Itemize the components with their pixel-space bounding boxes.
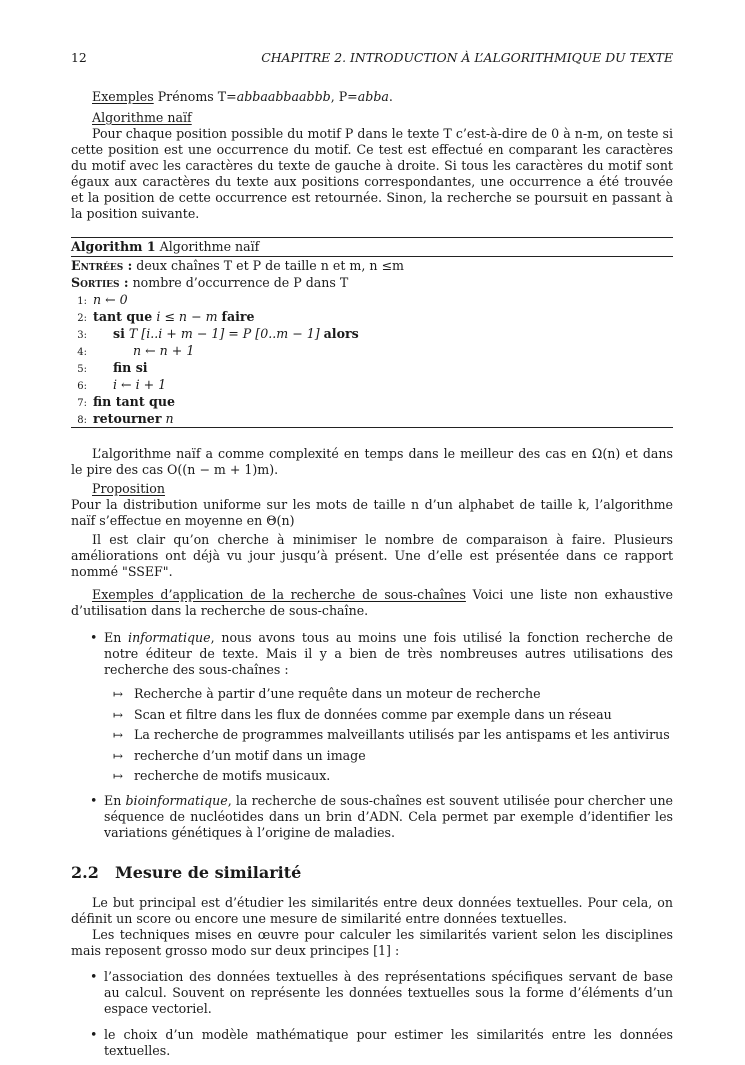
bullet-icon: • <box>90 630 98 645</box>
algorithm-caption-label: Algorithm 1 <box>71 239 156 254</box>
bullet-text: , nous avons tous au moins une fois utilisé la fonction recherche de notre éditeur de texte. Mais il y a bien de très nombreuses autres utilisations des recherche des sous-chaînes : <box>104 630 673 677</box>
list-item <box>71 793 673 841</box>
algorithm-caption <box>71 238 673 257</box>
examples-label: Exemples <box>92 89 154 104</box>
page-header <box>71 50 673 70</box>
maps-to-arrow-icon: ↦ <box>113 728 124 743</box>
line-code: n <box>161 411 174 426</box>
sub-item-text: recherche de motifs musicaux. <box>134 768 331 784</box>
maps-to-arrow-icon: ↦ <box>113 748 124 763</box>
sub-list-item <box>71 746 673 767</box>
sub-list <box>71 684 673 787</box>
algorithm-line <box>71 359 673 376</box>
list-item <box>71 630 673 787</box>
line-number: 5: <box>77 364 87 375</box>
applications-heading: Exemples d’application de la recherche de sous-chaînes <box>92 587 466 602</box>
line-keyword: alors <box>323 326 359 341</box>
line-keyword: faire <box>221 309 255 324</box>
line-code: i ≤ n − m <box>152 309 222 324</box>
bullet-icon: • <box>90 792 98 808</box>
section-number: 2.2 <box>71 862 99 882</box>
applications-text: Voici une liste non exhaustive d’utilisation dans la recherche de sous-chaîne. <box>71 587 673 618</box>
section-title: Mesure de similarité <box>115 862 302 882</box>
minimize-paragraph: Il est clair qu’on cherche à minimiser le nombre de comparaison à faire. Plusieurs améliorations ont déjà vu jour jusqu’à présent. Une d’elle est présentée dans ce rapport nommé "SSEF". <box>71 532 673 579</box>
section-paragraph-2: Les techniques mises en œuvre pour calculer les similarités varient selon les disciplines mais reposent grosso modo sur deux principes [1] : <box>71 926 673 958</box>
sub-item-text: Recherche à partir d’une requête dans un moteur de recherche <box>134 686 541 701</box>
bullet-text: l’association des données textuelles à des représentations spécifiques servant de base au calcul. Souvent on représente les données textuelles sous la forme d’éléments d’un espace vectoriel. <box>104 968 673 1016</box>
algorithm-box <box>71 237 673 428</box>
line-number: 6: <box>77 381 87 392</box>
naive-heading: Algorithme naïf <box>92 110 192 125</box>
list-item <box>71 1027 673 1059</box>
naive-paragraph: Pour chaque position possible du motif P dans le texte T c’est-à-dire de 0 à n-m, on teste si cette position est une occurrence du motif. Ce test est effectué en comparant les caractères du motif avec les caractères du texte de gauche à droite. Si tous les caractères du motif sont égaux aux caractères du texte aux positions correspondantes, une occurrence a été trouvée et la position de cette occurrence est retournée. Sinon, la recherche se poursuit en passant à la position suivante. <box>71 126 673 221</box>
proposition-text: Pour la distribution uniforme sur les mots de taille n d’un alphabet de taille k, l’algorithme naïf s’effectue en moyenne en Θ(n) <box>71 497 673 528</box>
examples-end: . <box>388 89 393 104</box>
sub-list-item <box>71 725 673 746</box>
line-keyword: fin tant que <box>93 394 176 409</box>
page-number: 12 <box>71 50 87 65</box>
algorithm-line <box>71 376 673 393</box>
examples-line <box>71 89 673 105</box>
line-code: n ← 0 <box>93 292 128 307</box>
line-keyword: tant que <box>93 309 153 324</box>
applications-paragraph <box>71 587 673 619</box>
inputs-label: Entrées : <box>71 258 133 273</box>
sub-list-item <box>71 766 673 787</box>
maps-to-arrow-icon: ↦ <box>113 769 124 784</box>
line-number: 3: <box>77 330 87 341</box>
list-item <box>71 969 673 1017</box>
outputs-label: Sorties : <box>71 275 129 290</box>
line-number: 7: <box>77 398 87 409</box>
line-keyword: retourner <box>93 411 162 426</box>
principles-list <box>71 969 673 1059</box>
proposition-heading-line <box>71 481 673 497</box>
outputs-text: nombre d’occurrence de P dans T <box>128 275 349 290</box>
bullet-emphasis: informatique <box>128 630 211 645</box>
examples-P: abba <box>357 89 389 104</box>
algorithm-line <box>71 393 673 410</box>
algorithm-line <box>71 291 673 308</box>
algorithm-line <box>71 308 673 325</box>
algorithm-caption-text: Algorithme naïf <box>155 239 260 254</box>
examples-prefix: Prénoms T= <box>153 89 237 104</box>
inputs-text: deux chaînes T et P de taille n et m, n ≤m <box>132 258 404 273</box>
algorithm-inputs <box>71 257 673 274</box>
section-heading <box>71 862 673 882</box>
sub-item-text: recherche d’un motif dans un image <box>134 747 366 763</box>
maps-to-arrow-icon: ↦ <box>113 687 124 701</box>
algorithm-line <box>71 325 673 342</box>
bullet-prefix: En <box>104 630 129 645</box>
complexity-paragraph: L’algorithme naïf a comme complexité en temps dans le meilleur des cas en Ω(n) et dans le pire des cas O((n − m + 1)m). <box>71 446 673 477</box>
algorithm-outputs <box>71 274 673 291</box>
running-title: CHAPITRE 2. INTRODUCTION À L’ALGORITHMIQUE DU TEXTE <box>261 50 673 65</box>
naive-heading-line <box>71 110 673 126</box>
sub-item-text: Scan et filtre dans les flux de données comme par exemple dans un réseau <box>134 706 612 722</box>
sub-item-text: La recherche de programmes malveillants utilisés par les antispams et les antivirus <box>134 727 670 743</box>
sub-list-item <box>71 684 673 705</box>
algorithm-line <box>71 410 673 427</box>
bullet-icon: • <box>90 1026 98 1042</box>
line-number: 8: <box>77 415 87 426</box>
section-paragraph-1: Le but principal est d’étudier les similarités entre deux données textuelles. Pour cela, on définit un score ou encore une mesure de similarité entre données textuelles. <box>71 894 673 926</box>
bullet-icon: • <box>90 968 98 984</box>
line-code: n ← n + 1 <box>133 343 195 358</box>
line-code: T [i..i + m − 1] = P [0..m − 1] <box>124 326 324 341</box>
algorithm-line <box>71 342 673 359</box>
sub-list-item <box>71 705 673 726</box>
proposition-heading: Proposition <box>92 481 165 496</box>
examples-T: abbaabbaabbb <box>236 89 331 104</box>
examples-mid: , P= <box>330 89 358 104</box>
bullet-text: , la recherche de sous-chaînes est souvent utilisée pour chercher une séquence de nucléotides dans un brin d’ADN. Cela permet par exemple d’identifier les variations génétiques à l’origine de maladies. <box>104 792 674 840</box>
bullet-text: le choix d’un modèle mathématique pour estimer les similarités entre les données textuelles. <box>104 1026 673 1058</box>
line-number: 1: <box>77 296 87 307</box>
maps-to-arrow-icon: ↦ <box>113 707 124 722</box>
bullet-prefix: En <box>104 792 126 808</box>
line-code: i ← i + 1 <box>113 377 167 392</box>
line-keyword: si <box>113 326 125 341</box>
bullet-emphasis: bioinformatique <box>125 792 228 808</box>
line-number: 2: <box>77 313 87 324</box>
applications-list <box>71 630 673 841</box>
line-keyword: fin si <box>113 360 148 375</box>
line-number: 4: <box>77 347 87 358</box>
document-page <box>71 50 673 1065</box>
